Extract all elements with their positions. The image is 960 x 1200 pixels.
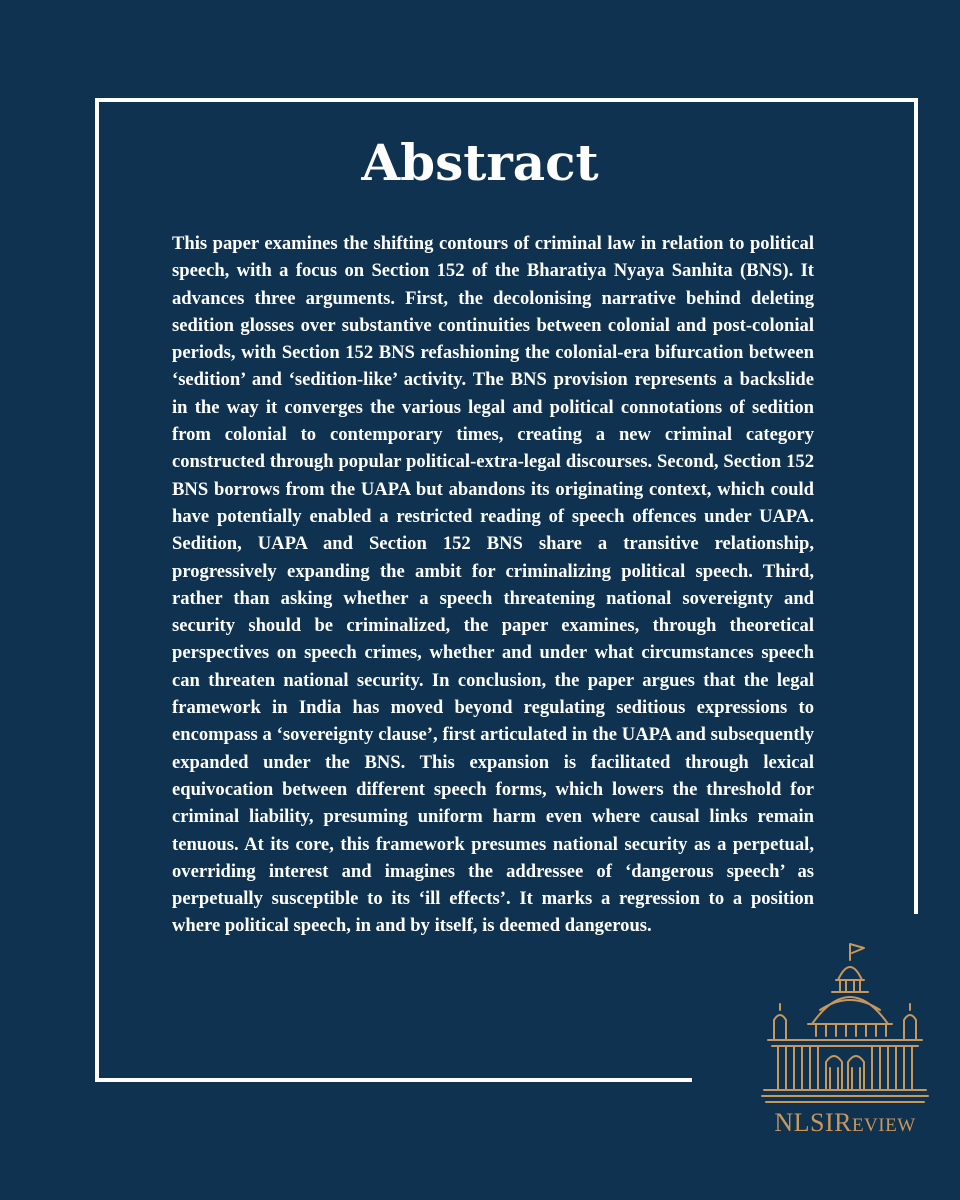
logo-wordmark-smallcaps: EVIEW bbox=[851, 1115, 916, 1136]
frame-right-border bbox=[914, 98, 918, 914]
logo-wordmark bbox=[760, 1108, 930, 1141]
logo-wordmark-main: NLSIR bbox=[774, 1108, 852, 1137]
building-dome-icon bbox=[760, 940, 930, 1105]
page-title: Abstract bbox=[361, 133, 599, 192]
frame-top-border bbox=[95, 98, 918, 102]
frame-left-border bbox=[95, 98, 99, 1082]
frame-bottom-border bbox=[95, 1078, 692, 1082]
abstract-text: This paper examines the shifting contours of criminal law in relation to political speech, with a focus on Section 152 of the Bharatiya Nyaya Sanhita (BNS). It advances three arguments. First, the decolonising narrative behind deleting sedition glosses over substantive continuities between colonial and post-colonial periods, with Section 152 BNS refashioning the colonial-era bifurcation between ‘sedition’ and ‘sedition-like’ activity. The BNS provision represents a backslide in the way it converges the various legal and political connotations of sedition from colonial to contemporary times, creating a new criminal category constructed through popular political-extra-legal discourses. Second, Section 152 BNS borrows from the UAPA but abandons its originating context, which could have potentially enabled a restricted reading of speech offences under UAPA. Sedition, UAPA and Section 152 BNS share a transitive relationship, progressively expanding the ambit for criminalizing political speech. Third, rather than asking whether a speech threatening national sovereignty and security should be criminalized, the paper examines, through theoretical perspectives on speech crimes, whether and under what circumstances speech can threaten national security. In conclusion, the paper argues that the legal framework in India has moved beyond regulating seditious expressions to encompass a ‘sovereignty clause’, first articulated in the UAPA and subsequently expanded under the BNS. This expansion is facilitated through lexical equivocation between different speech forms, which lowers the threshold for criminal liability, presuming uniform harm even where causal links remain tenuous. At its core, this framework presumes national security as a perpetual, overriding interest and imagines the addressee of ‘dangerous speech’ as perpetually susceptible to its ‘ill effects’. It marks a regression to a position where political speech, in and by itself, is deemed dangerous. bbox=[172, 233, 814, 937]
nlsir-logo bbox=[760, 940, 930, 1150]
